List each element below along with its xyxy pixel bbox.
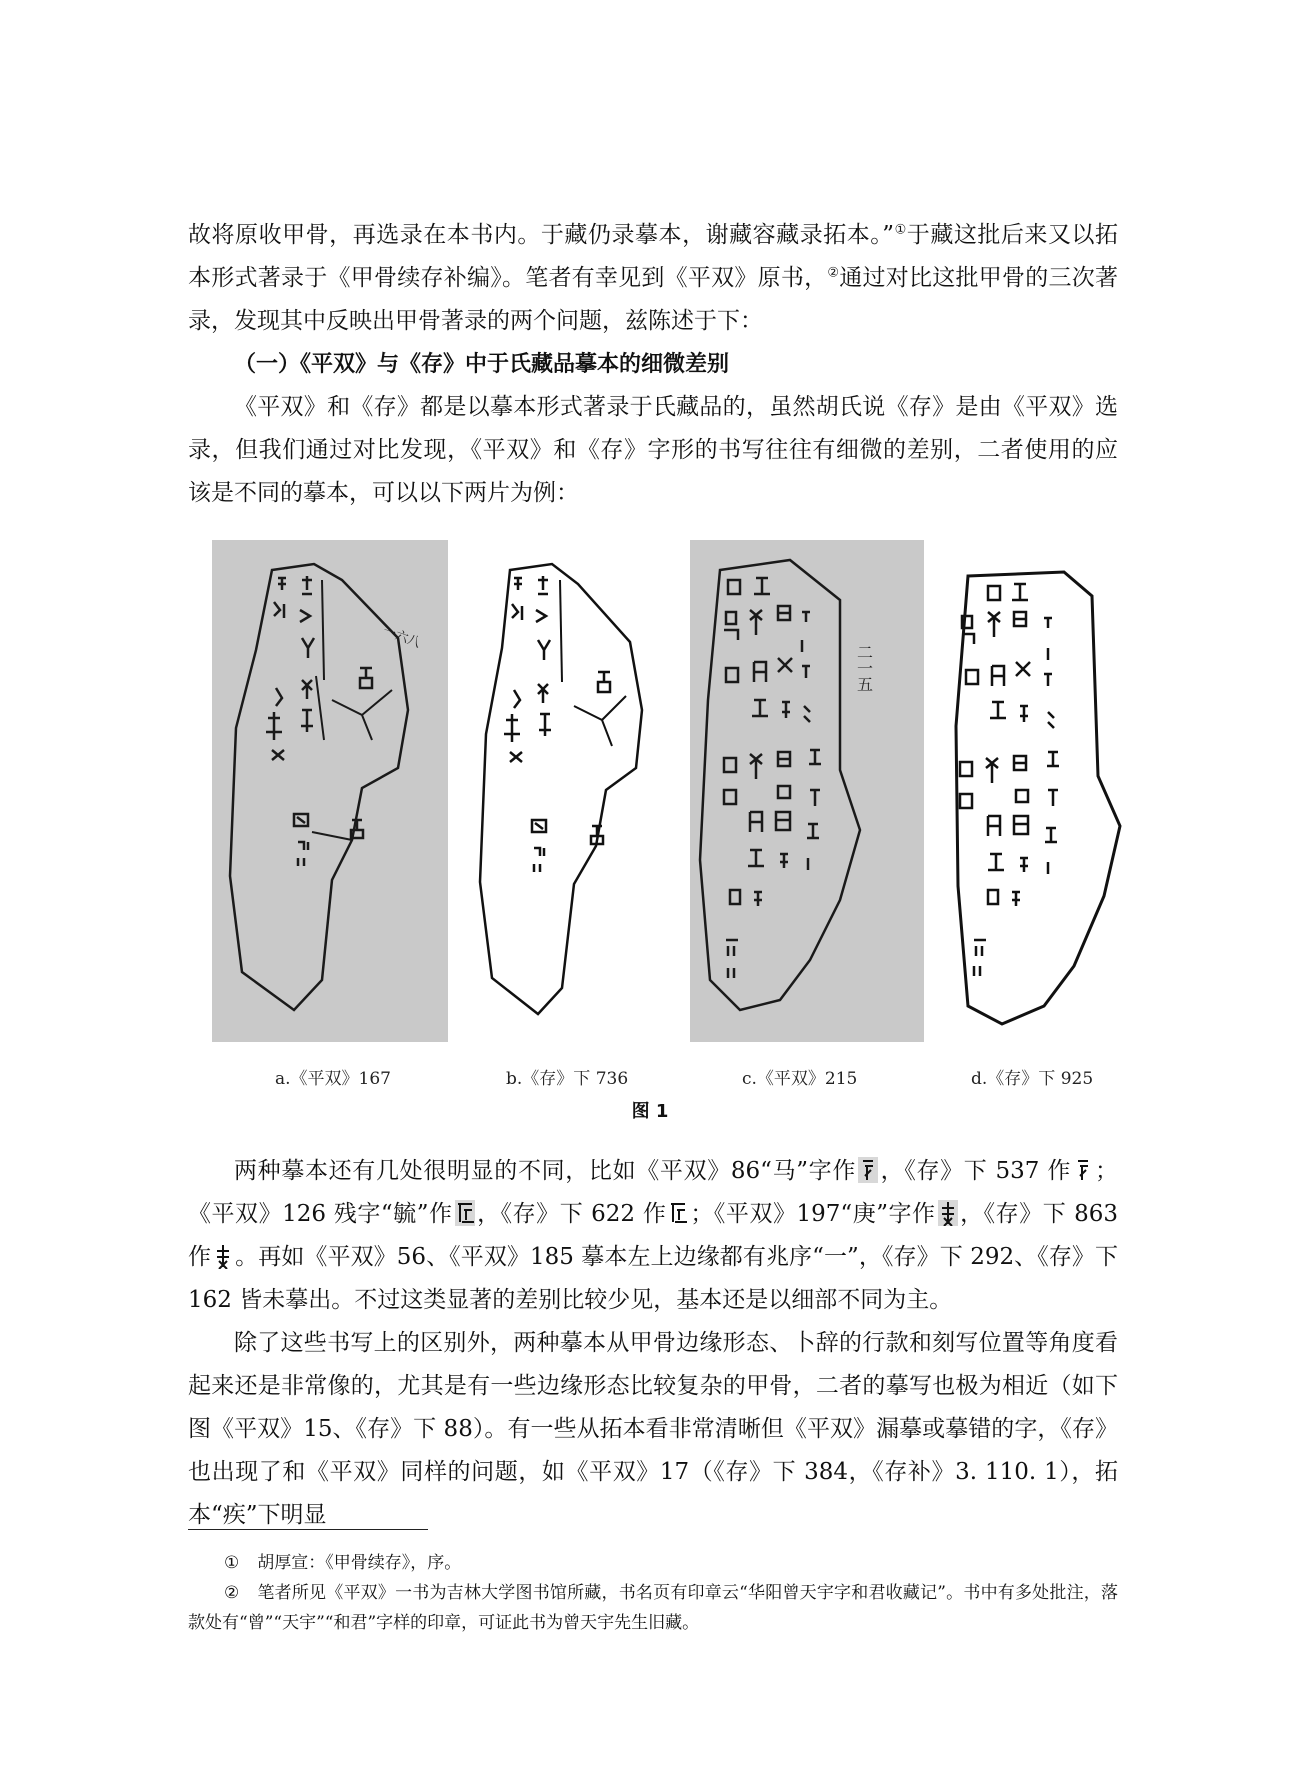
body-text-bottom (188, 1150, 1118, 1537)
caption-d: d.《存》下 925 (971, 1069, 1094, 1089)
glyph-ma-cun-icon (1073, 1157, 1093, 1183)
marginalia-c: 二一五 (854, 644, 874, 692)
glyph-yu-cun-icon (668, 1200, 688, 1226)
glyph-ma-pingshuang-icon (858, 1157, 878, 1183)
footnote-1: ① 胡厚宣：《甲骨续存》，序。 (224, 1553, 462, 1573)
paragraph-3: 两种摹本还有几处很明显的不同，比如《平双》86“马”字作 ，《存》下 537 作 ；《平双》126 残字“毓”作 ，《存》下 622 作 ；《平双》197“庚”字作 ，《存》下 863 作 。再如《平双》56、《平双》185 摹本左上边缘都有兆序“一”，《存》下 292、《存》下 162 皆未摹出。不过这类显著的差别比较少见，基本还是以细部不同为主。 (188, 1158, 1118, 1313)
paragraph-1: 故将原收甲骨，再选录在本书内。于藏仍录摹本，谢藏容藏录拓本。”①于藏这批后来又以拓本形式著录于《甲骨续存补编》。笔者有幸见到《平双》原书，②通过对比这批甲骨的三次著录，发现其中反映出甲骨著录的两个问题，兹陈述于下： (188, 222, 1119, 334)
caption-b: b.《存》下 736 (506, 1069, 629, 1089)
marginalia-a: 一六八 (380, 623, 423, 652)
figure-panel-d (944, 566, 1144, 1032)
footnote-divider (188, 1529, 428, 1530)
glyph-yu-pingshuang-icon (455, 1200, 475, 1226)
glyph-geng-pingshuang-icon (938, 1200, 958, 1226)
footnotes (188, 1548, 1118, 1638)
paragraph-2: 《平双》和《存》都是以摹本形式著录于氏藏品的，虽然胡氏说《存》是由《平双》选录，但我们通过对比发现，《平双》和《存》字形的书写往往有细微的差别，二者使用的应该是不同的摹本，可以以下两片为例： (188, 394, 1118, 506)
figure-panel-c (690, 540, 924, 1042)
figure-title: 图 1 (631, 1101, 669, 1122)
figure-panel-b (466, 558, 676, 1034)
figure-1 (0, 540, 1300, 1100)
glyph-geng-cun-icon (213, 1243, 233, 1269)
footnote-2: ② 笔者所见《平双》一书为吉林大学图书馆所藏，书名页有印章云“华阳曾天宇字和君收藏记”。书中有多处批注，落款处有“曾”“天宇”“和君”字样的印章，可证此书为曾天宇先生旧藏。 (188, 1583, 1118, 1633)
figure-panel-a (212, 540, 448, 1042)
footnote-ref-1[interactable]: ① (894, 222, 907, 238)
paragraph-4: 除了这些书写上的区别外，两种摹本从甲骨边缘形态、卜辞的行款和刻写位置等角度看起来还是非常像的，尤其是有一些边缘形态比较复杂的甲骨，二者的摹写也极为相近（如下图《平双》15、《存》下 88）。有一些从拓本看非常清晰但《平双》漏摹或摹错的字，《存》也出现了和《平双》同样的问题，如《平双》17（《存》下 384，《存补》3. 110. 1），拓本“疾”下明显 (188, 1330, 1118, 1528)
section-heading: （一）《平双》与《存》中于氏藏品摹本的细微差别 (234, 352, 730, 377)
caption-c: c.《平双》215 (742, 1069, 858, 1089)
body-text-top (188, 214, 1118, 515)
caption-a: a.《平双》167 (275, 1069, 391, 1089)
footnote-ref-2[interactable]: ② (827, 265, 840, 281)
